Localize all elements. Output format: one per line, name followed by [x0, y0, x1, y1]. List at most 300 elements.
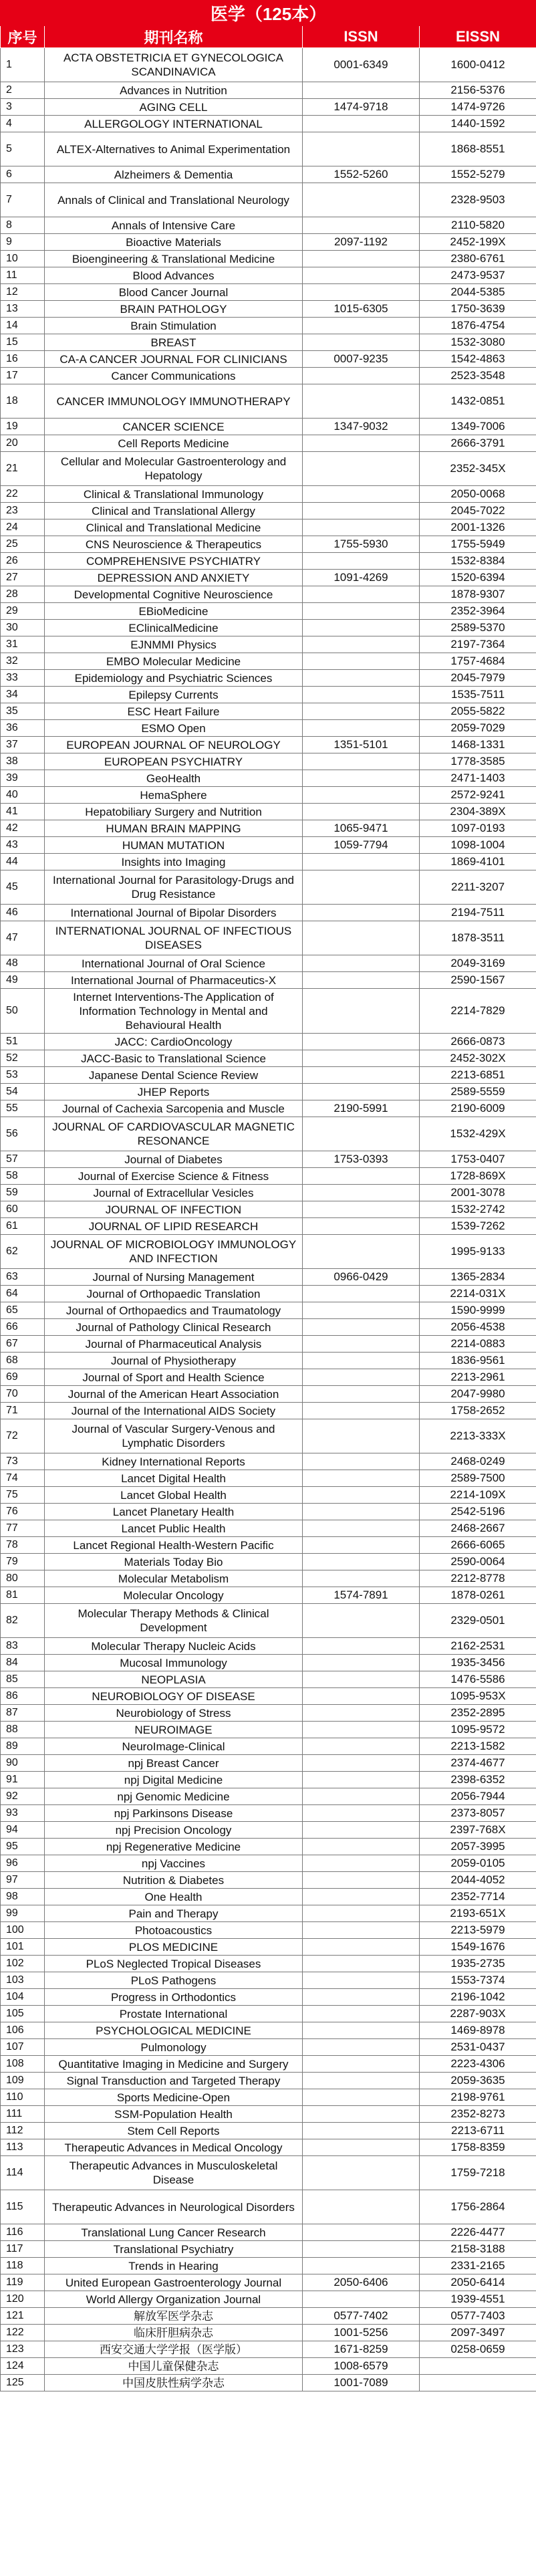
table-row — [1, 503, 536, 519]
eissn-value — [420, 2375, 536, 2391]
table-row — [1, 2224, 536, 2241]
journal-name: Trends in Hearing — [45, 2258, 303, 2274]
row-number: 96 — [1, 1855, 45, 1872]
row-number: 48 — [1, 955, 45, 972]
row-number: 92 — [1, 1788, 45, 1805]
row-number: 66 — [1, 1319, 45, 1336]
issn-value — [303, 2073, 420, 2089]
row-number: 69 — [1, 1369, 45, 1386]
row-number: 119 — [1, 2274, 45, 2291]
row-number: 78 — [1, 1537, 45, 1554]
eissn-value: 2287-903X — [420, 2006, 536, 2022]
table-row — [1, 1302, 536, 1319]
row-number: 3 — [1, 99, 45, 116]
eissn-value: 2352-3964 — [420, 603, 536, 620]
eissn-value: 2531-0437 — [420, 2039, 536, 2056]
table-row — [1, 1520, 536, 1537]
journal-name: Cancer Communications — [45, 368, 303, 384]
row-number: 113 — [1, 2139, 45, 2156]
journal-name: JOURNAL OF CARDIOVASCULAR MAGNETIC RESONANCE — [45, 1117, 303, 1151]
eissn-value: 2213-2961 — [420, 1369, 536, 1386]
journal-name: International Journal of Oral Science — [45, 955, 303, 972]
journal-name: JOURNAL OF INFECTION — [45, 1201, 303, 1218]
table-row — [1, 536, 536, 553]
eissn-value: 1549-1676 — [420, 1939, 536, 1956]
row-number: 104 — [1, 1989, 45, 2006]
table-row — [1, 1218, 536, 1235]
row-number: 89 — [1, 1738, 45, 1755]
table-row — [1, 753, 536, 770]
issn-value — [303, 905, 420, 921]
row-number: 46 — [1, 905, 45, 921]
journal-name: ACTA OBSTETRICIA ET GYNECOLOGICA SCANDINAVICA — [45, 48, 303, 82]
row-number: 27 — [1, 570, 45, 586]
header-issn: ISSN — [303, 26, 420, 48]
issn-value — [303, 1504, 420, 1520]
table-row — [1, 2325, 536, 2341]
journal-name: Journal of Nursing Management — [45, 1269, 303, 1286]
eissn-value: 2452-199X — [420, 234, 536, 251]
issn-value — [303, 1487, 420, 1504]
issn-value — [303, 1705, 420, 1722]
issn-value — [303, 1922, 420, 1939]
journal-name: United European Gastroenterology Journal — [45, 2274, 303, 2291]
eissn-value: 2059-3635 — [420, 2073, 536, 2089]
eissn-value: 2044-4052 — [420, 1872, 536, 1889]
issn-value — [303, 435, 420, 452]
eissn-value: 2211-3207 — [420, 870, 536, 905]
eissn-value: 2352-7714 — [420, 1889, 536, 1905]
journal-name: Prostate International — [45, 2006, 303, 2022]
journal-name: Translational Lung Cancer Research — [45, 2224, 303, 2241]
table-row — [1, 1168, 536, 1185]
eissn-value: 2542-5196 — [420, 1504, 536, 1520]
row-number: 62 — [1, 1235, 45, 1269]
eissn-value: 2059-0105 — [420, 1855, 536, 1872]
issn-value — [303, 1034, 420, 1050]
table-row — [1, 1319, 536, 1336]
journal-name: Internet Interventions-The Application of Information Technology in Mental and Behavioural Health — [45, 989, 303, 1034]
issn-value — [303, 1369, 420, 1386]
issn-value — [303, 1084, 420, 1100]
issn-value — [303, 2022, 420, 2039]
journal-name: CA-A CANCER JOURNAL FOR CLINICIANS — [45, 351, 303, 368]
journal-name: JHEP Reports — [45, 1084, 303, 1100]
issn-value — [303, 1067, 420, 1084]
table-row — [1, 620, 536, 636]
eissn-value: 2193-651X — [420, 1905, 536, 1922]
eissn-value: 2452-302X — [420, 1050, 536, 1067]
issn-value — [303, 1855, 420, 1872]
eissn-value: 2352-8273 — [420, 2106, 536, 2123]
journal-name: Journal of Sport and Health Science — [45, 1369, 303, 1386]
table-row — [1, 1905, 536, 1922]
header-num: 序号 — [1, 26, 45, 48]
journal-name: Journal of Orthopaedics and Traumatology — [45, 1302, 303, 1319]
journal-name: Clinical and Translational Medicine — [45, 519, 303, 536]
journal-name: npj Parkinsons Disease — [45, 1805, 303, 1822]
issn-value — [303, 2291, 420, 2308]
issn-value — [303, 82, 420, 99]
row-number: 114 — [1, 2156, 45, 2190]
row-number: 11 — [1, 267, 45, 284]
journal-name: Materials Today Bio — [45, 1554, 303, 1570]
table-row — [1, 2375, 536, 2391]
issn-value — [303, 1972, 420, 1989]
journal-name: World Allergy Organization Journal — [45, 2291, 303, 2308]
eissn-value: 1757-4684 — [420, 653, 536, 670]
eissn-value: 1600-0412 — [420, 48, 536, 82]
issn-value — [303, 1738, 420, 1755]
journal-name: BREAST — [45, 334, 303, 351]
table-row — [1, 1419, 536, 1453]
issn-value: 1065-9471 — [303, 820, 420, 837]
table-row — [1, 351, 536, 368]
table-row — [1, 2006, 536, 2022]
eissn-value: 2328-9503 — [420, 183, 536, 217]
journal-name: Journal of Diabetes — [45, 1151, 303, 1168]
journal-name: Therapeutic Advances in Musculoskeletal Disease — [45, 2156, 303, 2190]
issn-value — [303, 1050, 420, 1067]
issn-value — [303, 972, 420, 989]
journal-name: PLoS Neglected Tropical Diseases — [45, 1956, 303, 1972]
row-number: 63 — [1, 1269, 45, 1286]
row-number: 97 — [1, 1872, 45, 1889]
journal-name: ALLERGOLOGY INTERNATIONAL — [45, 116, 303, 132]
table-row — [1, 1755, 536, 1772]
journal-name: ALTEX-Alternatives to Animal Experimentation — [45, 132, 303, 166]
eissn-value: 1097-0193 — [420, 820, 536, 837]
issn-value — [303, 486, 420, 503]
table-row — [1, 1671, 536, 1688]
row-number: 43 — [1, 837, 45, 854]
row-number: 55 — [1, 1100, 45, 1117]
table-row — [1, 1201, 536, 1218]
issn-value — [303, 1755, 420, 1772]
row-number: 109 — [1, 2073, 45, 2089]
eissn-value: 1755-5949 — [420, 536, 536, 553]
row-number: 13 — [1, 301, 45, 318]
table-row — [1, 2123, 536, 2139]
row-number: 59 — [1, 1185, 45, 1201]
row-number: 16 — [1, 351, 45, 368]
eissn-value: 2523-3548 — [420, 368, 536, 384]
journal-name: CANCER SCIENCE — [45, 419, 303, 435]
journal-name: Journal of Pharmaceutical Analysis — [45, 1336, 303, 1353]
table-row — [1, 636, 536, 653]
journal-name: Pain and Therapy — [45, 1905, 303, 1922]
table-row — [1, 2308, 536, 2325]
row-number: 71 — [1, 1403, 45, 1419]
eissn-value: 1535-7511 — [420, 687, 536, 703]
eissn-value: 2398-6352 — [420, 1772, 536, 1788]
eissn-value: 2666-3791 — [420, 435, 536, 452]
journal-name: Advances in Nutrition — [45, 82, 303, 99]
eissn-value: 2001-3078 — [420, 1185, 536, 1201]
journal-name: PSYCHOLOGICAL MEDICINE — [45, 2022, 303, 2039]
issn-value: 1015-6305 — [303, 301, 420, 318]
issn-value — [303, 2258, 420, 2274]
eissn-value: 1095-953X — [420, 1688, 536, 1705]
issn-value: 1008-6579 — [303, 2358, 420, 2375]
table-row — [1, 452, 536, 486]
table-row — [1, 284, 536, 301]
eissn-value: 2589-5559 — [420, 1084, 536, 1100]
journal-name: DEPRESSION AND ANXIETY — [45, 570, 303, 586]
journal-name: Journal of Physiotherapy — [45, 1353, 303, 1369]
eissn-value: 2352-2895 — [420, 1705, 536, 1722]
issn-value — [303, 1805, 420, 1822]
journal-name: EUROPEAN JOURNAL OF NEUROLOGY — [45, 737, 303, 753]
table-row — [1, 1939, 536, 1956]
row-number: 102 — [1, 1956, 45, 1972]
row-number: 107 — [1, 2039, 45, 2056]
table-row — [1, 854, 536, 870]
eissn-value: 2304-389X — [420, 804, 536, 820]
journal-name: Kidney International Reports — [45, 1453, 303, 1470]
journal-name: GeoHealth — [45, 770, 303, 787]
row-number: 4 — [1, 116, 45, 132]
table-row — [1, 234, 536, 251]
journal-name: ESC Heart Failure — [45, 703, 303, 720]
row-number: 75 — [1, 1487, 45, 1504]
row-number: 115 — [1, 2190, 45, 2224]
table-row — [1, 770, 536, 787]
table-row — [1, 2291, 536, 2308]
issn-value — [303, 720, 420, 737]
issn-value — [303, 670, 420, 687]
row-number: 90 — [1, 1755, 45, 1772]
table-row — [1, 1772, 536, 1788]
table-row — [1, 2156, 536, 2190]
issn-value — [303, 183, 420, 217]
row-number: 39 — [1, 770, 45, 787]
table-row — [1, 603, 536, 620]
journal-name: NEUROIMAGE — [45, 1722, 303, 1738]
journal-name: JACC-Basic to Translational Science — [45, 1050, 303, 1067]
row-number: 47 — [1, 921, 45, 955]
row-number: 121 — [1, 2308, 45, 2325]
table-row — [1, 1587, 536, 1604]
journal-name: Clinical & Translational Immunology — [45, 486, 303, 503]
table-row — [1, 1386, 536, 1403]
eissn-value: 2197-7364 — [420, 636, 536, 653]
eissn-value: 1552-5279 — [420, 166, 536, 183]
row-number: 51 — [1, 1034, 45, 1050]
eissn-value: 2352-345X — [420, 452, 536, 486]
journal-name: npj Precision Oncology — [45, 1822, 303, 1839]
row-number: 20 — [1, 435, 45, 452]
table-row — [1, 183, 536, 217]
issn-value — [303, 2006, 420, 2022]
issn-value — [303, 2106, 420, 2123]
row-number: 80 — [1, 1570, 45, 1587]
journal-name: Nutrition & Diabetes — [45, 1872, 303, 1889]
eissn-value: 1539-7262 — [420, 1218, 536, 1235]
eissn-value: 2055-5822 — [420, 703, 536, 720]
row-number: 18 — [1, 384, 45, 419]
eissn-value: 1474-9726 — [420, 99, 536, 116]
table-row — [1, 2139, 536, 2156]
eissn-value: 2590-0064 — [420, 1554, 536, 1570]
eissn-value: 2044-5385 — [420, 284, 536, 301]
issn-value — [303, 1839, 420, 1855]
row-number: 41 — [1, 804, 45, 820]
row-number: 17 — [1, 368, 45, 384]
eissn-value: 1553-7374 — [420, 1972, 536, 1989]
table-row — [1, 921, 536, 955]
row-number: 29 — [1, 603, 45, 620]
eissn-value: 1349-7006 — [420, 419, 536, 435]
row-number: 70 — [1, 1386, 45, 1403]
eissn-value: 2156-5376 — [420, 82, 536, 99]
eissn-value: 2045-7979 — [420, 670, 536, 687]
issn-value — [303, 1302, 420, 1319]
eissn-value: 1532-8384 — [420, 553, 536, 570]
eissn-value: 1432-0851 — [420, 384, 536, 419]
eissn-value: 2162-2531 — [420, 1638, 536, 1655]
row-number: 81 — [1, 1587, 45, 1604]
issn-value: 0966-0429 — [303, 1269, 420, 1286]
header-name: 期刊名称 — [45, 26, 303, 48]
row-number: 28 — [1, 586, 45, 603]
table-row — [1, 1067, 536, 1084]
issn-value — [303, 2089, 420, 2106]
eissn-value: 2223-4306 — [420, 2056, 536, 2073]
issn-value — [303, 1722, 420, 1738]
eissn-value: 1476-5586 — [420, 1671, 536, 1688]
journal-name: npj Digital Medicine — [45, 1772, 303, 1788]
eissn-value: 2213-333X — [420, 1419, 536, 1453]
row-number: 60 — [1, 1201, 45, 1218]
table-title-row — [1, 1, 536, 26]
issn-value — [303, 2241, 420, 2258]
journal-name: NEUROBIOLOGY OF DISEASE — [45, 1688, 303, 1705]
row-number: 24 — [1, 519, 45, 536]
journal-name: EClinicalMedicine — [45, 620, 303, 636]
journal-name: One Health — [45, 1889, 303, 1905]
eissn-value: 1728-869X — [420, 1168, 536, 1185]
table-row — [1, 1554, 536, 1570]
eissn-value: 2329-0501 — [420, 1604, 536, 1638]
row-number: 15 — [1, 334, 45, 351]
row-number: 73 — [1, 1453, 45, 1470]
table-row — [1, 989, 536, 1034]
issn-value — [303, 452, 420, 486]
table-row — [1, 653, 536, 670]
issn-value — [303, 1822, 420, 1839]
eissn-value: 1532-2742 — [420, 1201, 536, 1218]
eissn-value: 2110-5820 — [420, 217, 536, 234]
row-number: 33 — [1, 670, 45, 687]
table-row — [1, 1722, 536, 1738]
table-row — [1, 820, 536, 837]
row-number: 74 — [1, 1470, 45, 1487]
row-number: 120 — [1, 2291, 45, 2308]
issn-value — [303, 1470, 420, 1487]
journal-name: CANCER IMMUNOLOGY IMMUNOTHERAPY — [45, 384, 303, 419]
issn-value — [303, 2123, 420, 2139]
row-number: 85 — [1, 1671, 45, 1688]
issn-value — [303, 1419, 420, 1453]
eissn-value: 2374-4677 — [420, 1755, 536, 1772]
journal-name: JOURNAL OF MICROBIOLOGY IMMUNOLOGY AND INFECTION — [45, 1235, 303, 1269]
table-row — [1, 1269, 536, 1286]
eissn-value: 2226-4477 — [420, 2224, 536, 2241]
journal-name: Therapeutic Advances in Neurological Disorders — [45, 2190, 303, 2224]
eissn-value: 1750-3639 — [420, 301, 536, 318]
journal-name: Insights into Imaging — [45, 854, 303, 870]
issn-value: 1574-7891 — [303, 1587, 420, 1604]
journal-name: INTERNATIONAL JOURNAL OF INFECTIOUS DISEASES — [45, 921, 303, 955]
issn-value — [303, 1604, 420, 1638]
table-row — [1, 1655, 536, 1671]
table-row — [1, 132, 536, 166]
table-row — [1, 955, 536, 972]
row-number: 88 — [1, 1722, 45, 1738]
issn-value — [303, 1520, 420, 1537]
row-number: 95 — [1, 1839, 45, 1855]
eissn-value: 1878-3511 — [420, 921, 536, 955]
table-row — [1, 2039, 536, 2056]
row-number: 77 — [1, 1520, 45, 1537]
issn-value — [303, 318, 420, 334]
table-row — [1, 2022, 536, 2039]
journal-name: Journal of Vascular Surgery-Venous and Lymphatic Disorders — [45, 1419, 303, 1453]
issn-value — [303, 1772, 420, 1788]
row-number: 6 — [1, 166, 45, 183]
row-number: 34 — [1, 687, 45, 703]
row-number: 1 — [1, 48, 45, 82]
issn-value — [303, 1905, 420, 1922]
table-row — [1, 318, 536, 334]
table-row — [1, 1504, 536, 1520]
row-number: 68 — [1, 1353, 45, 1369]
eissn-value: 2056-4538 — [420, 1319, 536, 1336]
journal-name: Clinical and Translational Allergy — [45, 503, 303, 519]
journal-name: Cell Reports Medicine — [45, 435, 303, 452]
table-row — [1, 419, 536, 435]
eissn-value: 1868-8551 — [420, 132, 536, 166]
journal-name: PLoS Pathogens — [45, 1972, 303, 1989]
journal-name: Pulmonology — [45, 2039, 303, 2056]
eissn-value: 1935-2735 — [420, 1956, 536, 1972]
issn-value — [303, 804, 420, 820]
table-row — [1, 217, 536, 234]
journal-name: HUMAN BRAIN MAPPING — [45, 820, 303, 837]
journal-name: AGING CELL — [45, 99, 303, 116]
issn-value — [303, 854, 420, 870]
journal-name: Hepatobiliary Surgery and Nutrition — [45, 804, 303, 820]
table-row — [1, 1286, 536, 1302]
table-row — [1, 1989, 536, 2006]
eissn-value: 2331-2165 — [420, 2258, 536, 2274]
issn-value — [303, 1117, 420, 1151]
issn-value — [303, 132, 420, 166]
table-row — [1, 837, 536, 854]
row-number: 44 — [1, 854, 45, 870]
row-number: 14 — [1, 318, 45, 334]
journal-name: Annals of Intensive Care — [45, 217, 303, 234]
issn-value — [303, 1319, 420, 1336]
journal-name: NeuroImage-Clinical — [45, 1738, 303, 1755]
issn-value — [303, 586, 420, 603]
eissn-value: 2213-6851 — [420, 1067, 536, 1084]
issn-value: 1347-9032 — [303, 419, 420, 435]
row-number: 122 — [1, 2325, 45, 2341]
journal-name: International Journal for Parasitology-Drugs and Drug Resistance — [45, 870, 303, 905]
journal-name: EMBO Molecular Medicine — [45, 653, 303, 670]
